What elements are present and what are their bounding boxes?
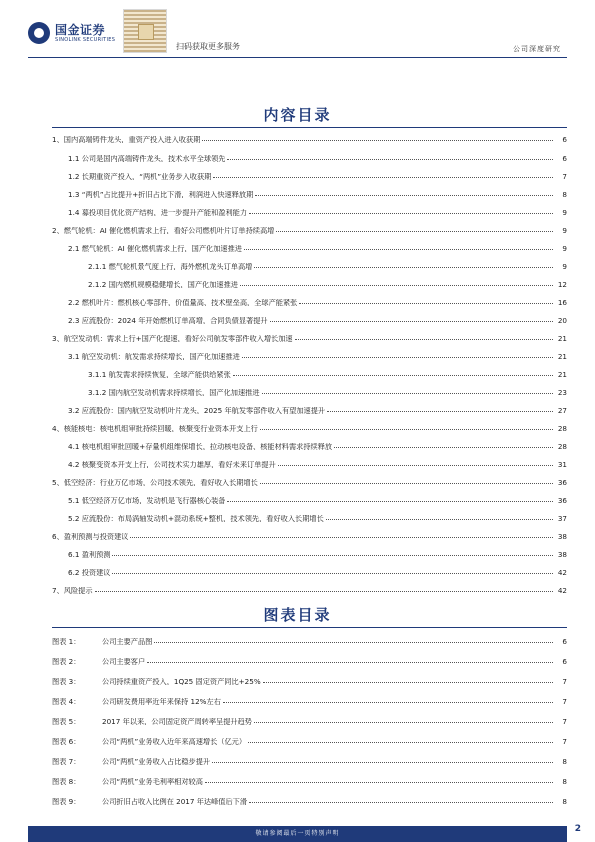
toc-entry[interactable]: 1.1 公司是国内高端铸件龙头，技术水平全球领先 6 bbox=[68, 153, 567, 163]
toc-entry[interactable]: 1.2 长期重资产投入，“两机”业务步入收获期 7 bbox=[68, 171, 567, 181]
report-type: 公司深度研究 bbox=[513, 45, 561, 53]
toc-entry[interactable]: 3.2 应流股份：国内航空发动机叶片龙头，2025 年航发零部件收入有望加速提升 27 bbox=[68, 405, 567, 415]
toc-entry[interactable]: 7、风险提示 42 bbox=[52, 585, 567, 595]
figure-entry[interactable]: 图表 5： 2017 年以来，公司固定资产周转率呈提升趋势 7 bbox=[52, 716, 567, 726]
figures-title-divider bbox=[52, 627, 567, 628]
toc-entry[interactable]: 2.2 燃机叶片：燃机核心零部件，价值量高、技术壁垒高，全球产能紧张 16 bbox=[68, 297, 567, 307]
toc-entry[interactable]: 2.1.2 国内燃机规模稳健增长，国产化加速推进 12 bbox=[88, 279, 567, 289]
page-number: 2 bbox=[574, 824, 581, 834]
toc-entry[interactable]: 2.1 燃气轮机：AI 催化燃机需求上行，国产化加速推进 9 bbox=[68, 243, 567, 253]
toc-entry[interactable]: 5、低空经济：行业万亿市场，公司技术领先，看好收入长期增长 36 bbox=[52, 477, 567, 487]
toc-entry[interactable]: 5.1 低空经济万亿市场，发动机是飞行器核心装备 36 bbox=[68, 495, 567, 505]
toc-entry[interactable]: 3.1.2 国内航空发动机需求持续增长，国产化加速推进 23 bbox=[88, 387, 567, 397]
figure-entry[interactable]: 图表 6： 公司“两机”业务收入近年来高速增长（亿元） 7 bbox=[52, 736, 567, 746]
page-header bbox=[0, 0, 595, 60]
toc-entry[interactable]: 4、核能核电：核电机组审批持续回暖，核聚变行业资本开支上行 28 bbox=[52, 423, 567, 433]
toc-entry[interactable]: 2.1.1 燃气轮机景气度上行，海外燃机龙头订单高增 9 bbox=[88, 261, 567, 271]
logo-cn-text: 国金证券 bbox=[55, 22, 106, 37]
toc-entry[interactable]: 1、国内高端铸件龙头，重资产投入进入收获期 6 bbox=[52, 134, 567, 144]
toc-entry[interactable]: 1.3 “两机”占比提升+折旧占比下滑，利润进入快速释放期 8 bbox=[68, 189, 567, 199]
logo-icon bbox=[28, 22, 50, 44]
figure-entry[interactable]: 图表 1： 公司主要产品图 6 bbox=[52, 636, 567, 646]
qr-code-image[interactable] bbox=[123, 9, 167, 53]
toc-title: 内容目录 bbox=[263, 106, 332, 124]
header-divider bbox=[28, 57, 567, 58]
figure-entry[interactable]: 图表 3： 公司持续重资产投入，1Q25 固定资产同比+25% 7 bbox=[52, 676, 567, 686]
figure-entry[interactable]: 图表 7： 公司“两机”业务收入占比稳步提升 8 bbox=[52, 756, 567, 766]
toc-entry[interactable]: 4.2 核聚变资本开支上行，公司技术实力雄厚，看好未来订单提升 31 bbox=[68, 459, 567, 469]
toc-entry[interactable]: 1.4 募投项目优化资产结构，进一步提升产能和盈利能力 9 bbox=[68, 207, 567, 217]
toc-entry[interactable]: 6、盈利预测与投资建议 38 bbox=[52, 531, 567, 541]
figure-entry[interactable]: 图表 2： 公司主要客户 6 bbox=[52, 656, 567, 666]
toc-entry[interactable]: 6.2 投资建议 42 bbox=[68, 567, 567, 577]
toc-entry[interactable]: 4.1 核电机组审批回暖+存量机组维保增长，拉动核电设备、核能材料需求持续释放 28 bbox=[68, 441, 567, 451]
qr-label: 扫码获取更多服务 bbox=[176, 42, 240, 51]
toc-entry[interactable]: 3、航空发动机：需求上行+国产化提速，看好公司航发零部件收入增长加速 21 bbox=[52, 333, 567, 343]
toc-entry[interactable]: 5.2 应流股份：布局涡轴发动机+混动系统+整机，技术领先，看好收入长期增长 37 bbox=[68, 513, 567, 523]
figures-title: 图表目录 bbox=[263, 606, 332, 624]
footer-disclaimer: 敬请参阅最后一页特别声明 bbox=[255, 830, 340, 837]
figure-entry[interactable]: 图表 9： 公司折旧占收入比例在 2017 年达峰值后下滑 8 bbox=[52, 796, 567, 806]
toc-entry[interactable]: 3.1 航空发动机：航发需求持续增长，国产化加速推进 21 bbox=[68, 351, 567, 361]
toc-entry[interactable]: 2.3 应流股份：2024 年开始燃机订单高增，合同负债显著提升 20 bbox=[68, 315, 567, 325]
toc-entry[interactable]: 3.1.1 航发需求持续恢复，全球产能供给紧张 21 bbox=[88, 369, 567, 379]
toc-entry[interactable]: 2、燃气轮机：AI 催化燃机需求上行，看好公司燃机叶片订单持续高增 9 bbox=[52, 225, 567, 235]
toc-entry[interactable]: 6.1 盈利预测 38 bbox=[68, 549, 567, 559]
figure-entry[interactable]: 图表 4： 公司研发费用率近年来保持 12%左右 7 bbox=[52, 696, 567, 706]
toc-title-divider bbox=[52, 127, 567, 128]
logo-en-text: SINOLINK SECURITIES bbox=[55, 36, 116, 43]
company-logo bbox=[28, 22, 115, 44]
figure-entry[interactable]: 图表 8： 公司“两机”业务毛利率相对较高 8 bbox=[52, 776, 567, 786]
